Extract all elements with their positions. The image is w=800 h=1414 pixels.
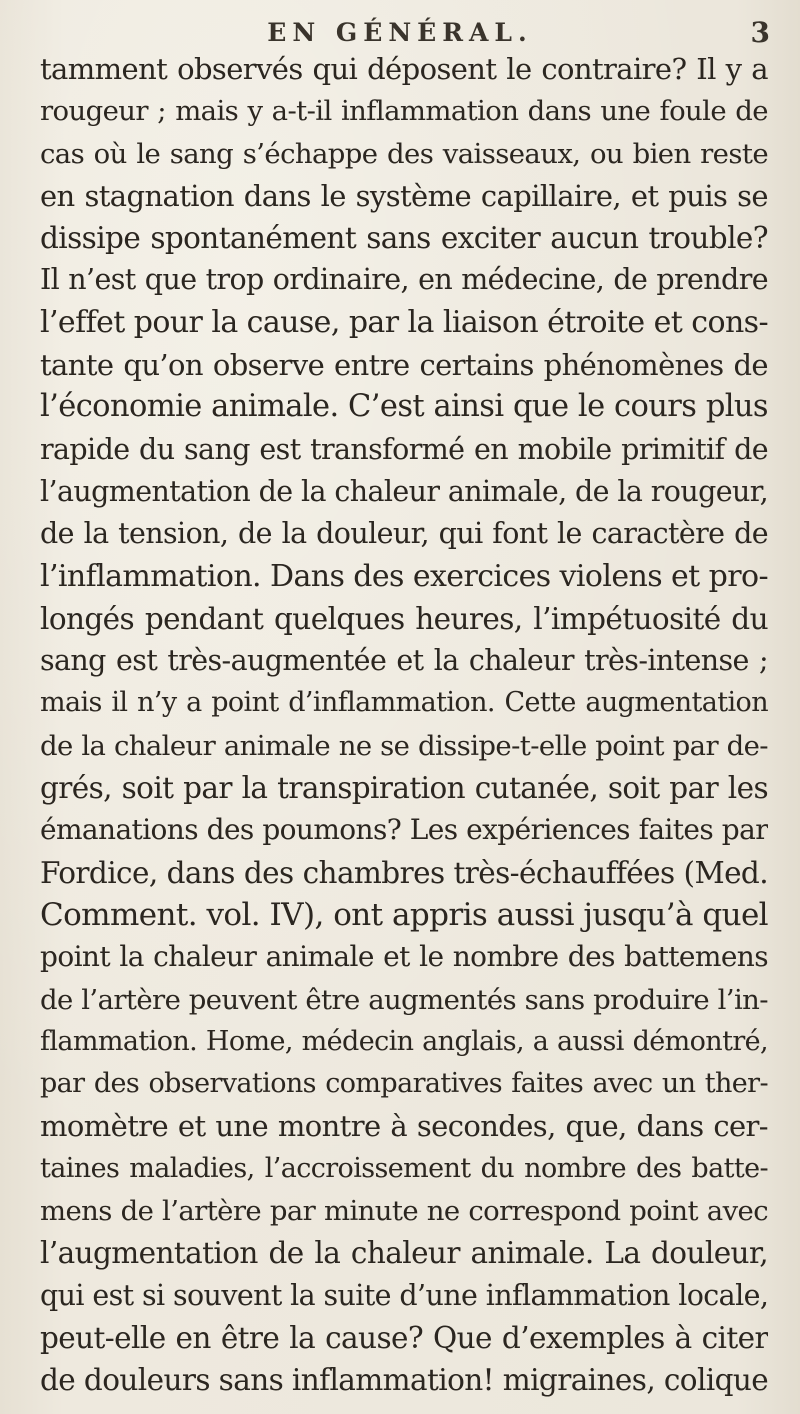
text-line: qui est si souvent la suite d’une inflammation locale,: [40, 1278, 768, 1312]
text-line: flammation. Home, médecin anglais, a aussi démontré,: [40, 1025, 768, 1057]
text-line: émanations des poumons? Les expériences faites par: [40, 813, 768, 847]
text-line: de douleurs sans inflammation! migraines, colique: [40, 1363, 768, 1398]
text-line: peut-elle en être la cause? Que d’exemples à citer: [40, 1320, 768, 1355]
text-line: mais il n’y a point d’inflammation. Cette augmentation: [40, 687, 768, 719]
text-line: tamment observés qui déposent le contraire? Il y a: [40, 52, 768, 86]
text-line: taines maladies, l’accroissement du nombre des batte-: [40, 1152, 768, 1184]
text-line: l’économie animale. C’est ainsi que le cours plus: [40, 389, 768, 425]
text-line: cas où le sang s’échappe des vaisseaux, ou bien reste: [40, 137, 768, 170]
body-text: [40, 48, 768, 1402]
running-head-title: EN GÉNÉRAL.: [267, 18, 533, 47]
text-line: sang est très-augmentée et la chaleur très-intense ;: [40, 644, 768, 678]
text-line: en stagnation dans le système capillaire, et puis se: [40, 178, 768, 213]
text-line: l’augmentation de la chaleur animale. La douleur,: [40, 1236, 768, 1271]
text-line: l’effet pour la cause, par la liaison étroite et cons-: [40, 304, 768, 340]
text-line: grés, soit par la transpiration cutanée, soit par les: [40, 771, 768, 806]
text-line: de la tension, de la douleur, qui font le caractère de: [40, 517, 768, 551]
text-line: Il n’est que trop ordinaire, en médecine, de prendre: [40, 263, 768, 297]
text-line: par des observations comparatives faites avec un ther-: [40, 1068, 768, 1100]
text-line: tante qu’on observe entre certains phénomènes de: [40, 348, 768, 383]
text-line: rougeur ; mais y a-t-il inflammation dans une foule de: [40, 95, 768, 128]
text-line: l’augmentation de la chaleur animale, de la rougeur,: [40, 474, 768, 508]
text-line: l’inflammation. Dans des exercices violens et pro-: [40, 558, 768, 594]
text-line: point la chaleur animale et le nombre des battemens: [40, 940, 768, 974]
text-line: rapide du sang est transformé en mobile primitif de: [40, 432, 768, 466]
running-head: [0, 14, 800, 50]
text-line: de la chaleur animale ne se dissipe-t-elle point par de-: [40, 729, 768, 762]
text-line: de l’artère peuvent être augmentés sans produire l’in-: [40, 983, 768, 1016]
text-line: longés pendant quelques heures, l’impétuosité du: [40, 601, 768, 636]
text-line: momètre et une montre à secondes, que, dans cer-: [40, 1109, 768, 1144]
text-line: dissipe spontanément sans exciter aucun trouble?: [40, 221, 768, 256]
text-line: mens de l’artère par minute ne correspond point avec: [40, 1195, 768, 1228]
text-line: Fordice, dans des chambres très-échauffées (Med.: [40, 855, 768, 890]
text-line: Comment. vol. IV), ont appris aussi jusqu’à quel: [40, 896, 768, 933]
page-number: 3: [750, 16, 770, 49]
